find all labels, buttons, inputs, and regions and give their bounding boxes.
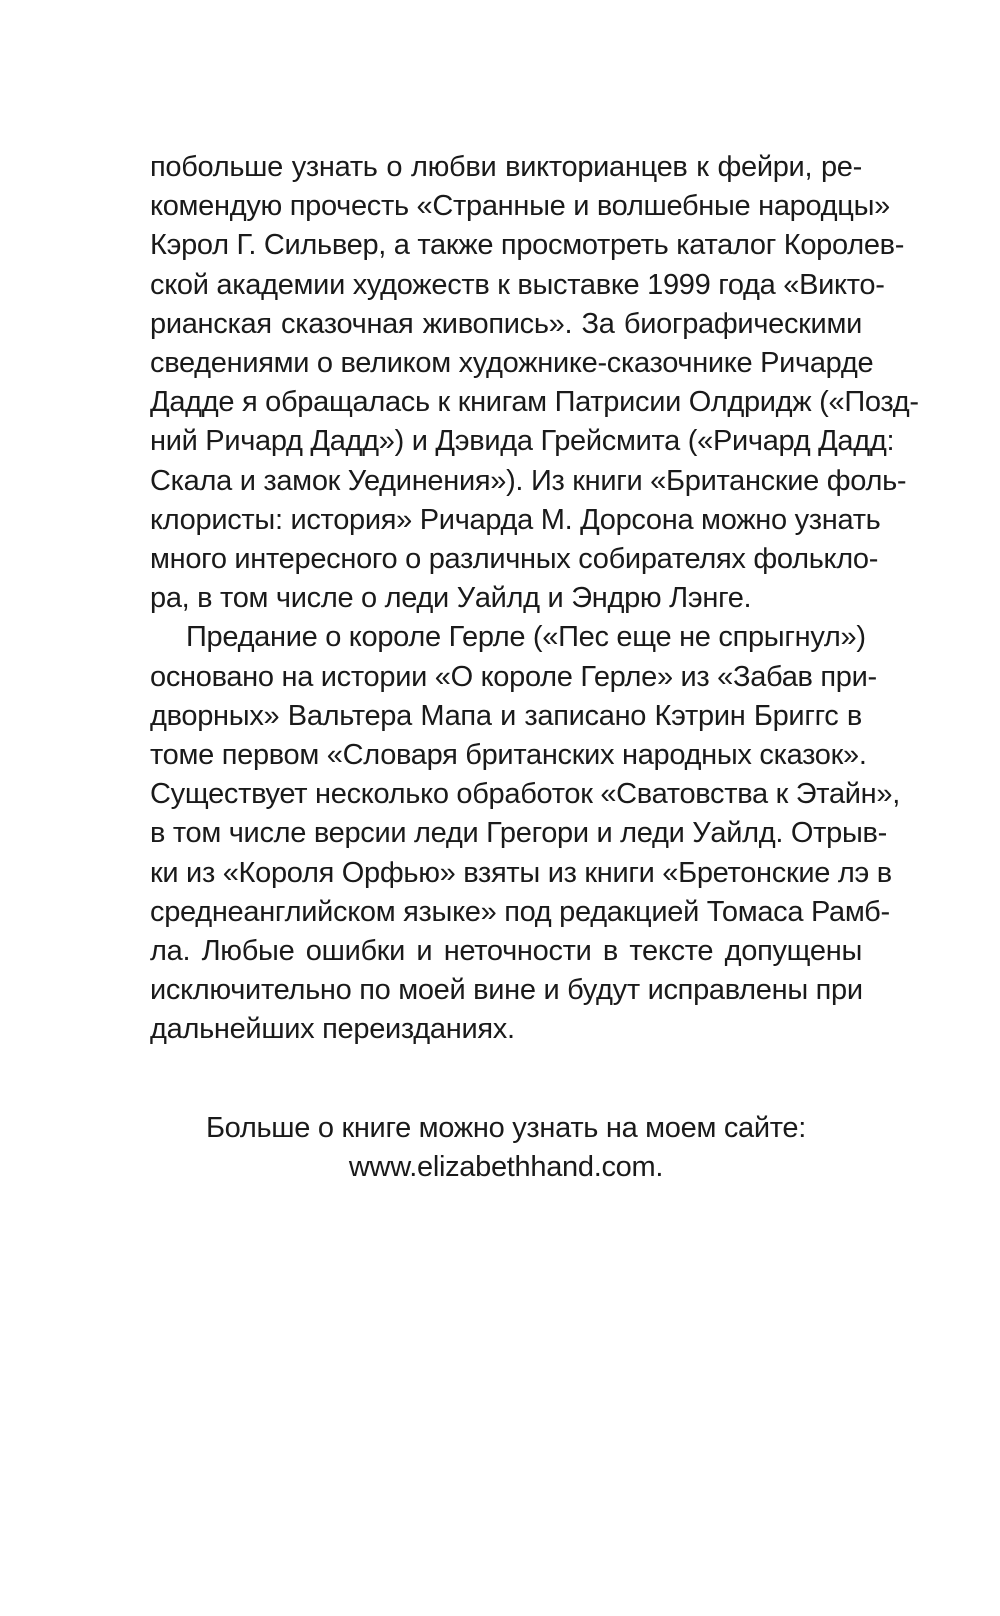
text-line: среднеанглийском языке» под редакцией Томаса Рамб-: [150, 895, 890, 928]
text-line: рианская сказочная живопись». За биографическими: [150, 307, 862, 340]
text-line: дворных» Вальтера Мапа и записано Кэтрин Бриггс в: [150, 699, 862, 732]
text-line: ки из «Короля Орфью» взяты из книги «Бретонские лэ в: [150, 856, 892, 889]
text-line: ний Ричард Дадд») и Дэвида Грейсмита («Ричард Дадд:: [150, 425, 895, 458]
website-note: [150, 1109, 862, 1187]
text-line: побольше узнать о любви викторианцев к фейри, ре-: [150, 151, 862, 183]
text-line: комендую прочесть «Странные и волшебные народцы»: [150, 190, 890, 223]
website-url: www.elizabethhand.com.: [348, 1150, 664, 1183]
page-body: [150, 148, 919, 1187]
text-line: ра, в том числе о леди Уайлд и Эндрю Лэнге.: [150, 582, 752, 615]
text-line: Кэрол Г. Сильвер, а также просмотреть каталог Королев-: [150, 229, 905, 262]
text-line: Дадде я обращалась к книгам Патрисии Олдридж («Позд-: [150, 386, 919, 419]
website-note-text: Больше о книге можно узнать на моем сайте:: [205, 1111, 807, 1144]
text-line: Существует несколько обработок «Сватовства к Этайн»,: [150, 778, 900, 811]
paragraph-1: [150, 148, 919, 618]
text-line: томе первом «Словаря британских народных сказок».: [150, 739, 867, 772]
text-line: ской академии художеств к выставке 1999 года «Викто-: [150, 268, 885, 301]
text-line: сведениями о великом художнике-сказочнике Ричарде: [150, 347, 874, 380]
text-line: Предание о короле Герле («Пес еще не спрыгнул»): [186, 621, 866, 654]
text-line: клористы: история» Ричарда М. Дорсона можно узнать: [150, 503, 881, 536]
text-line: основано на истории «О короле Герле» из «Забав при-: [150, 660, 877, 693]
text-line: в том числе версии леди Грегори и леди Уайлд. Отрыв-: [150, 817, 887, 850]
text-line: ла. Любые ошибки и неточности в тексте допущены: [150, 935, 862, 968]
text-line: много интересного о различных собирателях фольклo-: [150, 543, 879, 576]
paragraph-2: [150, 618, 900, 1049]
text-line: дальнейших переизданиях.: [150, 1013, 515, 1046]
text-line: Скала и замок Уединения»). Из книги «Британские фоль-: [150, 464, 907, 497]
text-line: исключительно по моей вине и будут исправлены при: [150, 974, 863, 1007]
